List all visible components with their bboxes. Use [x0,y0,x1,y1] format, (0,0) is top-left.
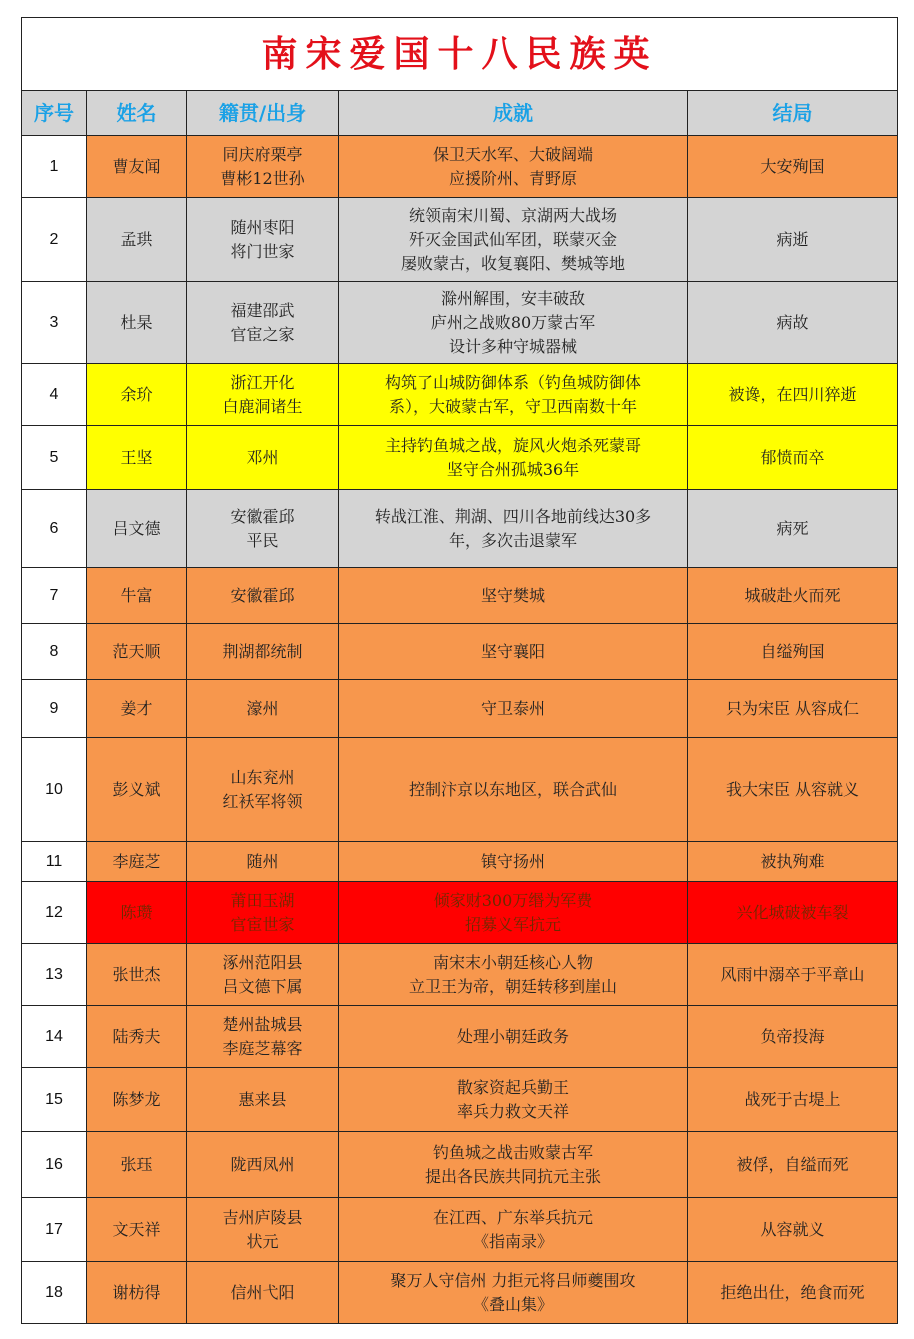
cell-achievement-line: 率兵力救文天祥 [456,1101,569,1121]
cell-origin-line: 荆湖都统制 [222,641,303,661]
cell-achievement [339,136,688,198]
cell-fate-line: 拒绝出仕，绝食而死 [720,1282,865,1302]
cell-origin [187,680,339,738]
cell-achievement-line: 钓鱼城之战击败蒙古军 [432,1142,593,1162]
header-fate: 结局 [688,91,898,136]
cell-number: 9 [22,680,87,738]
cell-origin-line: 红袄军将领 [222,791,303,811]
cell-fate-line: 被执殉难 [760,851,825,871]
cell-origin-line: 莆田玉湖 [230,890,295,910]
header-achievement: 成就 [339,91,688,136]
cell-origin [187,1068,339,1132]
cell-fate-line: 被谗，在四川猝逝 [728,384,857,404]
header-origin: 籍贯/出身 [187,91,339,136]
table-row [22,1132,898,1198]
cell-number: 13 [22,944,87,1006]
cell-achievement-line: 应援阶州、青野原 [448,168,577,188]
cell-achievement-line: 聚万人守信州 力拒元将吕师夔围攻 [390,1270,636,1290]
cell-origin-line: 随州枣阳 [230,217,295,237]
cell-achievement-line: 转战江淮、荆湖、四川各地前线达30多 [374,506,652,526]
table-row [22,490,898,568]
cell-achievement-line: 年，多次击退蒙军 [448,530,577,550]
cell-achievement-line: 南宋末小朝廷核心人物 [432,952,593,972]
cell-number: 1 [22,136,87,198]
cell-origin-line: 濠州 [246,698,279,718]
table-row [22,198,898,282]
cell-origin-line: 状元 [246,1231,279,1251]
cell-origin-line: 信州弋阳 [230,1282,295,1302]
cell-origin [187,1006,339,1068]
header-number: 序号 [22,91,87,136]
cell-achievement-line: 滁州解围，安丰破敌 [440,288,585,308]
cell-number: 7 [22,568,87,624]
cell-origin [187,282,339,364]
cell-name: 陆秀夫 [87,1006,187,1068]
cell-fate [688,1198,898,1262]
cell-fate [688,1006,898,1068]
cell-achievement [339,1068,688,1132]
cell-number: 17 [22,1198,87,1262]
cell-name: 杜杲 [87,282,187,364]
cell-origin-line: 李庭芝幕客 [222,1038,303,1058]
cell-origin-line: 将门世家 [230,241,295,261]
cell-fate [688,882,898,944]
cell-name: 王坚 [87,426,187,490]
cell-origin [187,198,339,282]
cell-name: 陈梦龙 [87,1068,187,1132]
cell-name: 文天祥 [87,1198,187,1262]
table-row [22,680,898,738]
table-row [22,282,898,364]
cell-origin-line: 安徽霍邱 [230,585,295,605]
cell-name: 姜才 [87,680,187,738]
cell-fate-line: 风雨中溺卒于平章山 [720,964,865,984]
cell-origin-line: 福建邵武 [230,300,295,320]
cell-origin [187,842,339,882]
cell-achievement-line: 立卫王为帝，朝廷转移到崖山 [408,976,617,996]
table-title: 南宋爱国十八民族英 [22,18,898,91]
cell-achievement [339,426,688,490]
cell-fate [688,1132,898,1198]
cell-fate-line: 病故 [776,312,809,332]
cell-achievement-line: 坚守合州孤城36年 [446,459,580,479]
cell-origin [187,944,339,1006]
cell-fate-line: 郁愤而卒 [760,447,825,467]
cell-name: 孟珙 [87,198,187,282]
cell-achievement-line: 设计多种守城器械 [448,336,577,356]
cell-fate [688,624,898,680]
cell-achievement-line: 《指南录》 [472,1231,553,1251]
table-row [22,1006,898,1068]
cell-origin-line: 随州 [246,851,279,871]
cell-origin-line: 同庆府栗亭 [222,144,303,164]
cell-number: 2 [22,198,87,282]
cell-fate-line: 大安殉国 [760,156,825,176]
cell-achievement-line: 主持钓鱼城之战，旋风火炮杀死蒙哥 [384,435,641,455]
cell-fate-line: 自缢殉国 [760,641,825,661]
cell-achievement-line: 在江西、广东举兵抗元 [432,1207,593,1227]
cell-fate-line: 战死于古堤上 [744,1089,841,1109]
cell-name: 彭义斌 [87,738,187,842]
header-row [22,91,898,136]
cell-origin [187,426,339,490]
cell-number: 12 [22,882,87,944]
cell-fate-line: 被俘，自缢而死 [736,1154,849,1174]
cell-name: 陈瓒 [87,882,187,944]
cell-achievement [339,738,688,842]
cell-origin-line: 吕文德下属 [222,976,303,996]
cell-number: 11 [22,842,87,882]
cell-achievement-line: 招募义军抗元 [464,914,561,934]
cell-achievement-line: 坚守襄阳 [480,641,545,661]
cell-achievement [339,282,688,364]
cell-origin-line: 楚州盐城县 [222,1014,303,1034]
cell-number: 6 [22,490,87,568]
cell-origin [187,136,339,198]
cell-origin-line: 官宦世家 [230,914,295,934]
cell-number: 3 [22,282,87,364]
table-row [22,882,898,944]
cell-fate [688,426,898,490]
cell-origin-line: 山东兖州 [230,767,295,787]
cell-achievement-line: 控制汴京以东地区，联合武仙 [408,779,617,799]
cell-name: 张世杰 [87,944,187,1006]
cell-name: 谢枋得 [87,1262,187,1324]
cell-origin-line: 安徽霍邱 [230,506,295,526]
cell-origin [187,1262,339,1324]
table-body [22,136,898,1324]
cell-achievement [339,1262,688,1324]
cell-achievement-line: 处理小朝廷政务 [456,1026,569,1046]
cell-fate [688,842,898,882]
table-row [22,944,898,1006]
table-row [22,842,898,882]
cell-origin-line: 平民 [246,530,279,550]
cell-achievement [339,364,688,426]
cell-achievement-line: 坚守樊城 [480,585,545,605]
cell-name: 牛富 [87,568,187,624]
cell-achievement [339,1132,688,1198]
cell-achievement-line: 系），大破蒙古军，守卫西南数十年 [388,396,637,416]
cell-fate-line: 只为宋臣 从容成仁 [725,698,860,718]
table-row [22,426,898,490]
cell-achievement-line: 屡败蒙古，收复襄阳、樊城等地 [400,253,625,273]
cell-achievement-line: 统领南宋川蜀、京湖两大战场 [408,205,617,225]
cell-fate-line: 城破赴火而死 [744,585,841,605]
cell-fate-line: 我大宋臣 从容就义 [725,779,860,799]
cell-number: 5 [22,426,87,490]
cell-name: 余玠 [87,364,187,426]
cell-number: 4 [22,364,87,426]
cell-achievement-line: 歼灭金国武仙军团，联蒙灭金 [408,229,617,249]
cell-achievement-line: 庐州之战败80万蒙古军 [430,312,596,332]
cell-achievement [339,1198,688,1262]
cell-fate [688,198,898,282]
cell-fate-line: 病死 [776,518,809,538]
cell-origin-line: 邓州 [246,447,279,467]
cell-achievement-line: 构筑了山城防御体系（钓鱼城防御体 [384,372,641,392]
cell-origin-line: 官宦之家 [230,324,295,344]
cell-origin [187,490,339,568]
cell-number: 16 [22,1132,87,1198]
cell-origin-line: 吉州庐陵县 [222,1207,303,1227]
cell-achievement [339,490,688,568]
cell-fate-line: 兴化城破被车裂 [736,902,849,922]
cell-name: 张珏 [87,1132,187,1198]
cell-achievement [339,842,688,882]
cell-fate-line: 负帝投海 [760,1026,825,1046]
cell-fate [688,568,898,624]
table-row [22,136,898,198]
cell-origin [187,738,339,842]
cell-name: 曹友闻 [87,136,187,198]
cell-fate [688,136,898,198]
cell-fate-line: 病逝 [776,229,809,249]
cell-origin-line: 曹彬12世孙 [220,168,305,188]
cell-number: 14 [22,1006,87,1068]
cell-origin [187,882,339,944]
table-row [22,624,898,680]
cell-origin [187,364,339,426]
cell-achievement-line: 保卫天水军、大破阔端 [432,144,593,164]
table-row [22,568,898,624]
cell-fate [688,738,898,842]
cell-name: 李庭芝 [87,842,187,882]
table-row [22,364,898,426]
cell-achievement [339,680,688,738]
cell-fate-line: 从容就义 [760,1219,825,1239]
cell-fate [688,680,898,738]
cell-number: 10 [22,738,87,842]
table-row [22,738,898,842]
cell-fate [688,944,898,1006]
cell-number: 18 [22,1262,87,1324]
cell-fate [688,1262,898,1324]
cell-achievement [339,944,688,1006]
cell-fate [688,490,898,568]
cell-number: 8 [22,624,87,680]
cell-origin-line: 涿州范阳县 [222,952,303,972]
heroes-table-container [21,17,897,1324]
cell-achievement-line: 《叠山集》 [472,1294,553,1314]
cell-origin [187,568,339,624]
table-row [22,1198,898,1262]
heroes-table [21,17,898,1324]
cell-fate [688,1068,898,1132]
cell-number: 15 [22,1068,87,1132]
cell-achievement-line: 镇守扬州 [480,851,545,871]
cell-origin-line: 惠来县 [238,1089,287,1109]
cell-origin-line: 浙江开化 [230,372,295,392]
cell-origin-line: 陇西凤州 [230,1154,295,1174]
cell-name: 范天顺 [87,624,187,680]
cell-achievement [339,568,688,624]
table-row [22,1262,898,1324]
cell-achievement [339,882,688,944]
cell-name: 吕文德 [87,490,187,568]
cell-achievement [339,198,688,282]
cell-origin [187,1198,339,1262]
cell-achievement-line: 倾家财300万缗为军费 [433,890,593,910]
cell-origin [187,1132,339,1198]
cell-achievement-line: 守卫泰州 [480,698,545,718]
cell-achievement [339,1006,688,1068]
cell-origin [187,624,339,680]
cell-fate [688,364,898,426]
cell-fate [688,282,898,364]
cell-achievement [339,624,688,680]
cell-origin-line: 白鹿洞诸生 [222,396,303,416]
table-row [22,1068,898,1132]
cell-achievement-line: 提出各民族共同抗元主张 [424,1166,601,1186]
header-name: 姓名 [87,91,187,136]
cell-achievement-line: 散家资起兵勤王 [456,1077,569,1097]
